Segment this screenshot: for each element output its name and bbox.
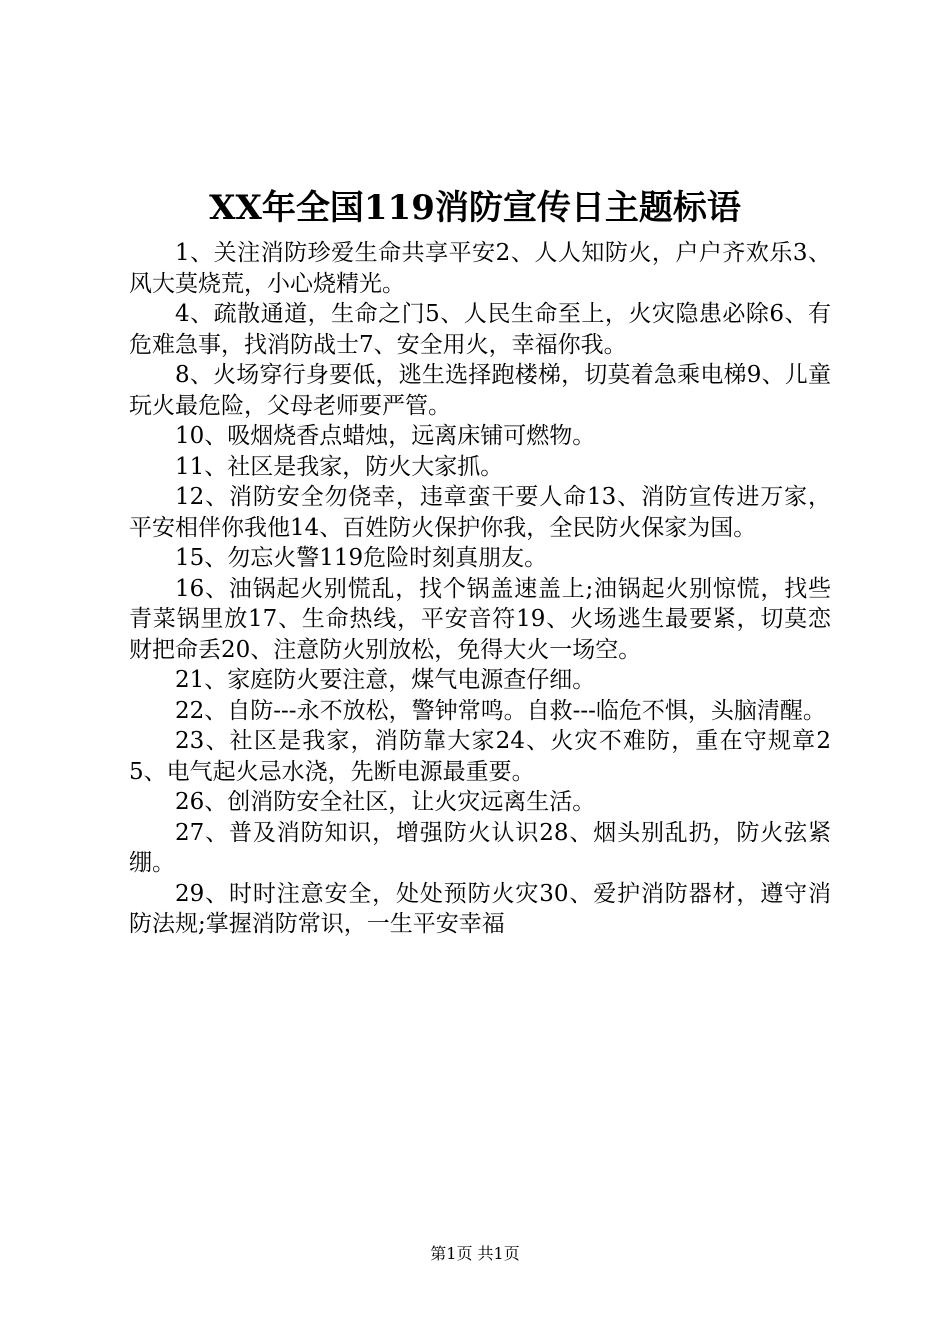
paragraph: 10、吸烟烧香点蜡烛，远离床铺可燃物。: [175, 423, 596, 449]
paragraph: 29、时时注意安全，处处预防火灾30、爱护消防器材，遵守消防法规;掌握消防常识，一生平安幸福: [129, 880, 831, 937]
paragraph: 21、家庭防火要注意，煤气电源查仔细。: [175, 667, 596, 693]
paragraph: 23、社区是我家，消防靠大家24、火灾不难防，重在守规章25、电气起火忌水浇，先断电源最重要。: [129, 728, 831, 785]
paragraph: 26、创消防安全社区，让火灾远离生活。: [175, 789, 596, 815]
paragraph: 22、自防---永不放松，警钟常鸣。自救---临危不惧，头脑清醒。: [175, 697, 826, 724]
paragraph: 27、普及消防知识，增强防火认识28、烟头别乱扔，防火弦紧绷。: [129, 819, 831, 876]
paragraph: 16、油锅起火别慌乱，找个锅盖速盖上;油锅起火别惊慌，找些青菜锅里放17、生命热线，平安音符19、火场逃生最要紧，切莫恋财把命丢20、注意防火别放松，免得大火一场空。: [129, 575, 831, 663]
paragraph: 12、消防安全勿侥幸，违章蛮干要人命13、消防宣传进万家，平安相伴你我他14、百姓防火保护你我，全民防火保家为国。: [129, 484, 831, 541]
paragraph: 15、勿忘火警119危险时刻真朋友。: [175, 545, 548, 571]
document-body: [129, 238, 831, 940]
page-title: XX年全国119消防宣传日主题标语: [209, 188, 741, 228]
paragraph: 4、疏散通道，生命之门5、人民生命至上，火灾隐患必除6、有危难急事，找消防战士7、安全用火，幸福你我。: [129, 301, 831, 358]
page-footer: 第1页 共1页: [430, 1244, 520, 1263]
paragraph: 11、社区是我家，防火大家抓。: [175, 453, 504, 480]
paragraph: 8、火场穿行身要低，逃生选择跑楼梯，切莫着急乘电梯9、儿童玩火最危险，父母老师要严管。: [129, 362, 831, 419]
paragraph: 1、关注消防珍爱生命共享平安2、人人知防火，户户齐欢乐3、风大莫烧荒，小心烧精光。: [129, 240, 831, 297]
